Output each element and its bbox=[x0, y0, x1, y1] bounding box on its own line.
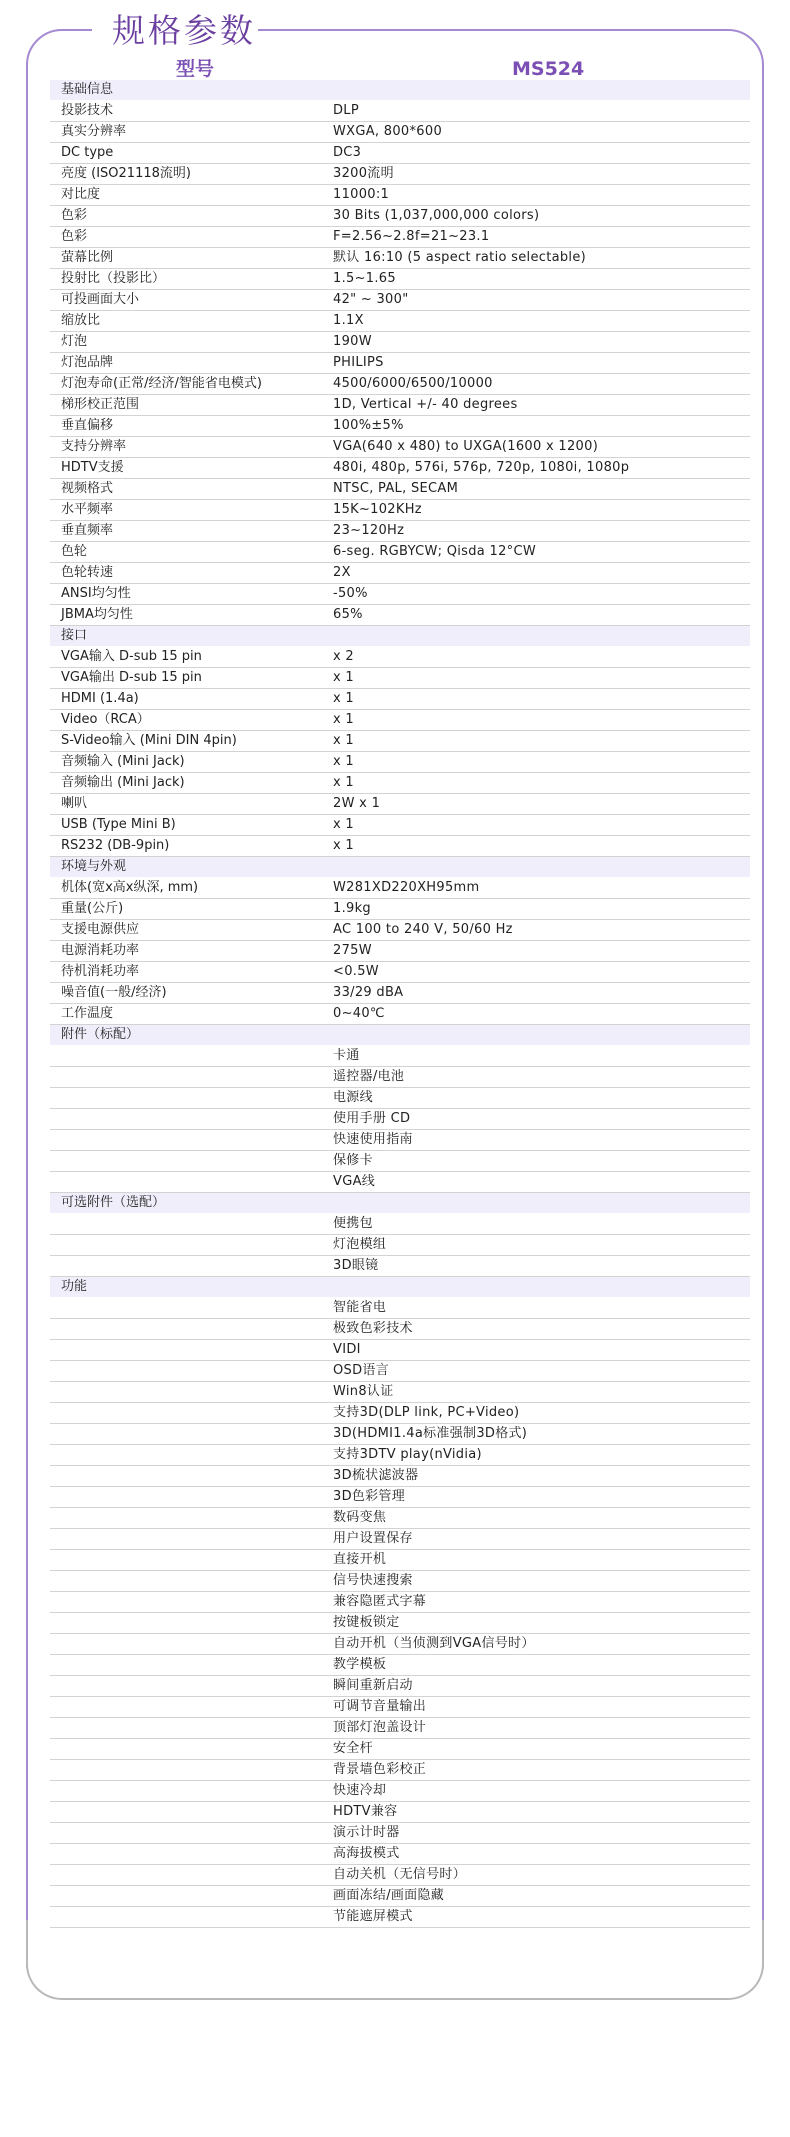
spec-row bbox=[50, 227, 750, 248]
spec-label: ANSI均匀性 bbox=[61, 586, 131, 601]
spec-label: RS232 (DB-9pin) bbox=[61, 838, 170, 853]
spec-value: 190W bbox=[333, 334, 372, 349]
spec-value: W281XD220XH95mm bbox=[333, 880, 480, 895]
spec-row bbox=[50, 122, 750, 143]
spec-row bbox=[50, 647, 750, 668]
spec-row bbox=[50, 521, 750, 542]
spec-value: 高海拔模式 bbox=[333, 1846, 400, 1861]
spec-value: 直接开机 bbox=[333, 1552, 387, 1567]
spec-label: 真实分辨率 bbox=[61, 124, 127, 139]
spec-row bbox=[50, 1403, 750, 1424]
spec-row bbox=[50, 1340, 750, 1361]
spec-value: 275W bbox=[333, 943, 372, 958]
spec-value: 按键板锁定 bbox=[333, 1615, 400, 1630]
spec-row bbox=[50, 332, 750, 353]
spec-value: 3D(HDMI1.4a标准强制3D格式) bbox=[333, 1426, 528, 1441]
spec-row bbox=[50, 1655, 750, 1676]
section-header bbox=[50, 626, 750, 647]
model-label: 型号 bbox=[176, 58, 215, 80]
spec-value: 便携包 bbox=[333, 1216, 373, 1231]
spec-row bbox=[50, 1235, 750, 1256]
spec-row bbox=[50, 1739, 750, 1760]
spec-row bbox=[50, 101, 750, 122]
spec-row bbox=[50, 1571, 750, 1592]
spec-row bbox=[50, 1634, 750, 1655]
spec-row bbox=[50, 710, 750, 731]
section-title: 功能 bbox=[61, 1279, 88, 1294]
spec-value: VIDI bbox=[333, 1342, 361, 1357]
spec-row bbox=[50, 458, 750, 479]
spec-row bbox=[50, 1823, 750, 1844]
spec-row bbox=[50, 1109, 750, 1130]
spec-row bbox=[50, 1676, 750, 1697]
spec-value: 2X bbox=[333, 565, 351, 580]
spec-row bbox=[50, 1466, 750, 1487]
spec-value: 支持3DTV play(nVidia) bbox=[333, 1447, 482, 1462]
spec-value: F=2.56~2.8f=21~23.1 bbox=[333, 229, 490, 244]
spec-label: 灯泡寿命(正常/经济/智能省电模式) bbox=[61, 376, 262, 391]
spec-value: 卡通 bbox=[333, 1048, 360, 1063]
spec-row bbox=[50, 878, 750, 899]
spec-row bbox=[50, 1781, 750, 1802]
spec-row bbox=[50, 248, 750, 269]
spec-value: 默认 16:10 (5 aspect ratio selectable) bbox=[333, 250, 587, 265]
spec-label: 投影技术 bbox=[61, 103, 114, 118]
spec-value: 极致色彩技术 bbox=[333, 1321, 413, 1336]
spec-label: USB (Type Mini B) bbox=[61, 817, 176, 832]
spec-value: 使用手册 CD bbox=[333, 1111, 411, 1126]
section-title: 基础信息 bbox=[61, 82, 114, 97]
spec-label: 色轮 bbox=[61, 544, 88, 559]
spec-value: 遥控器/电池 bbox=[333, 1069, 405, 1084]
section-title: 可选附件（选配） bbox=[61, 1195, 166, 1210]
spec-row bbox=[50, 1361, 750, 1382]
spec-value: PHILIPS bbox=[333, 355, 384, 370]
spec-label: 支持分辨率 bbox=[61, 439, 127, 454]
spec-row bbox=[50, 563, 750, 584]
spec-value: 灯泡模组 bbox=[333, 1237, 387, 1252]
spec-value: 6-seg. RGBYCW; Qisda 12°CW bbox=[333, 544, 536, 559]
spec-table bbox=[50, 80, 750, 1928]
spec-label: 色彩 bbox=[61, 208, 88, 223]
spec-value: 快速冷却 bbox=[333, 1783, 387, 1798]
spec-value: 100%±5% bbox=[333, 418, 404, 433]
section-header bbox=[50, 1025, 750, 1046]
spec-row bbox=[50, 689, 750, 710]
spec-value: 瞬间重新启动 bbox=[333, 1678, 413, 1693]
spec-label: 对比度 bbox=[61, 187, 101, 202]
spec-value: x 2 bbox=[333, 649, 354, 664]
spec-row bbox=[50, 1214, 750, 1235]
spec-value: 安全杆 bbox=[333, 1741, 373, 1756]
spec-row bbox=[50, 731, 750, 752]
spec-value: 自动开机（当侦测到VGA信号时） bbox=[333, 1636, 535, 1651]
spec-row bbox=[50, 962, 750, 983]
spec-label: JBMA均匀性 bbox=[61, 607, 133, 622]
spec-value: 1.5~1.65 bbox=[333, 271, 396, 286]
section-title: 环境与外观 bbox=[61, 859, 127, 874]
spec-row bbox=[50, 1613, 750, 1634]
spec-label: 待机消耗功率 bbox=[61, 964, 140, 979]
spec-value: 背景墙色彩校正 bbox=[333, 1762, 427, 1777]
spec-label: DC type bbox=[61, 145, 114, 160]
spec-row bbox=[50, 1172, 750, 1193]
spec-row bbox=[50, 1718, 750, 1739]
spec-row bbox=[50, 185, 750, 206]
spec-row bbox=[50, 290, 750, 311]
spec-label: VGA输入 D-sub 15 pin bbox=[61, 649, 202, 664]
spec-label: 亮度 (ISO21118流明) bbox=[61, 166, 191, 181]
spec-label: 工作温度 bbox=[61, 1006, 114, 1021]
spec-row bbox=[50, 1550, 750, 1571]
spec-row bbox=[50, 1760, 750, 1781]
spec-value: 教学模板 bbox=[333, 1657, 387, 1672]
spec-row bbox=[50, 164, 750, 185]
spec-row bbox=[50, 1592, 750, 1613]
spec-value: 节能遮屏模式 bbox=[333, 1909, 413, 1924]
spec-row bbox=[50, 500, 750, 521]
spec-value: NTSC, PAL, SECAM bbox=[333, 481, 459, 496]
spec-row bbox=[50, 1130, 750, 1151]
spec-row bbox=[50, 1529, 750, 1550]
spec-value: -50% bbox=[333, 586, 368, 601]
spec-value: 11000:1 bbox=[333, 187, 390, 202]
spec-row bbox=[50, 584, 750, 605]
spec-row bbox=[50, 1802, 750, 1823]
spec-label: 音频输出 (Mini Jack) bbox=[61, 775, 185, 790]
spec-row bbox=[50, 815, 750, 836]
spec-value: 1.9kg bbox=[333, 901, 371, 916]
spec-row bbox=[50, 1424, 750, 1445]
spec-row bbox=[50, 1319, 750, 1340]
spec-row bbox=[50, 794, 750, 815]
spec-label: 支援电源供应 bbox=[61, 922, 140, 937]
spec-label: 垂直频率 bbox=[61, 523, 114, 538]
spec-row bbox=[50, 143, 750, 164]
spec-label: 音频输入 (Mini Jack) bbox=[61, 754, 185, 769]
spec-value: WXGA, 800*600 bbox=[333, 124, 443, 139]
spec-label: 投射比（投影比） bbox=[61, 271, 166, 286]
section-header bbox=[50, 857, 750, 878]
spec-value: 自动关机（无信号时） bbox=[333, 1867, 467, 1882]
spec-value: x 1 bbox=[333, 712, 354, 727]
spec-label: 灯泡 bbox=[61, 334, 88, 349]
spec-value: 3200流明 bbox=[333, 166, 394, 181]
spec-value: VGA线 bbox=[333, 1174, 376, 1189]
spec-value: 0~40℃ bbox=[333, 1006, 385, 1021]
page-title: 规格参数 bbox=[112, 11, 256, 50]
spec-row bbox=[50, 1844, 750, 1865]
model-value: MS524 bbox=[512, 58, 585, 80]
spec-value: 演示计时器 bbox=[333, 1825, 400, 1840]
spec-value: 数码变焦 bbox=[333, 1510, 387, 1525]
spec-row bbox=[50, 1508, 750, 1529]
section-header bbox=[50, 1193, 750, 1214]
spec-row bbox=[50, 311, 750, 332]
spec-value: 信号快速搜索 bbox=[333, 1573, 413, 1588]
spec-value: 快速使用指南 bbox=[333, 1132, 413, 1147]
spec-row bbox=[50, 1151, 750, 1172]
spec-row bbox=[50, 479, 750, 500]
spec-value: DLP bbox=[333, 103, 359, 118]
spec-value: OSD语言 bbox=[333, 1363, 389, 1378]
spec-value: <0.5W bbox=[333, 964, 379, 979]
spec-value: DC3 bbox=[333, 145, 362, 160]
spec-value: 用户设置保存 bbox=[333, 1531, 413, 1546]
spec-value: AC 100 to 240 V, 50/60 Hz bbox=[333, 922, 513, 937]
spec-row bbox=[50, 542, 750, 563]
section-header bbox=[50, 1277, 750, 1298]
spec-frame-bottom bbox=[26, 1920, 764, 2000]
spec-value: x 1 bbox=[333, 754, 354, 769]
spec-row bbox=[50, 605, 750, 626]
spec-label: 色轮转速 bbox=[61, 565, 114, 580]
spec-row bbox=[50, 752, 750, 773]
spec-row bbox=[50, 353, 750, 374]
spec-value: VGA(640 x 480) to UXGA(1600 x 1200) bbox=[333, 439, 599, 454]
spec-value: 3D眼镜 bbox=[333, 1258, 379, 1273]
spec-value: x 1 bbox=[333, 775, 354, 790]
spec-label: 缩放比 bbox=[61, 313, 101, 328]
spec-row bbox=[50, 1256, 750, 1277]
spec-row bbox=[50, 668, 750, 689]
spec-row bbox=[50, 920, 750, 941]
spec-label: 视频格式 bbox=[61, 481, 114, 496]
spec-label: Video（RCA） bbox=[61, 712, 150, 727]
spec-value: 3D色彩管理 bbox=[333, 1489, 406, 1504]
spec-label: 重量(公斤) bbox=[61, 901, 124, 916]
spec-value: x 1 bbox=[333, 817, 354, 832]
spec-label: 电源消耗功率 bbox=[61, 943, 140, 958]
spec-value: 1.1X bbox=[333, 313, 364, 328]
spec-row bbox=[50, 1886, 750, 1907]
spec-row bbox=[50, 374, 750, 395]
section-header bbox=[50, 80, 750, 101]
spec-label: 可投画面大小 bbox=[61, 292, 140, 307]
spec-row bbox=[50, 1697, 750, 1718]
spec-row bbox=[50, 206, 750, 227]
spec-label: 垂直偏移 bbox=[61, 418, 114, 433]
spec-label: HDMI (1.4a) bbox=[61, 691, 139, 706]
spec-label: 梯形校正范围 bbox=[61, 397, 140, 412]
spec-label: 灯泡品牌 bbox=[61, 355, 114, 370]
spec-label: 水平频率 bbox=[61, 502, 114, 517]
spec-row bbox=[50, 395, 750, 416]
spec-row bbox=[50, 1046, 750, 1067]
spec-value: 480i, 480p, 576i, 576p, 720p, 1080i, 1080p bbox=[333, 460, 630, 475]
spec-row bbox=[50, 941, 750, 962]
spec-label: 萤幕比例 bbox=[61, 250, 114, 265]
spec-row bbox=[50, 1865, 750, 1886]
spec-value: x 1 bbox=[333, 691, 354, 706]
spec-value: 可调节音量输出 bbox=[333, 1699, 427, 1714]
spec-label: 色彩 bbox=[61, 229, 88, 244]
spec-value: 顶部灯泡盖设计 bbox=[333, 1720, 427, 1735]
spec-row bbox=[50, 1382, 750, 1403]
spec-row bbox=[50, 1004, 750, 1025]
spec-row bbox=[50, 1088, 750, 1109]
spec-row bbox=[50, 1907, 750, 1928]
spec-row bbox=[50, 1298, 750, 1319]
spec-row bbox=[50, 1445, 750, 1466]
spec-label: VGA输出 D-sub 15 pin bbox=[61, 670, 202, 685]
spec-value: 2W x 1 bbox=[333, 796, 381, 811]
spec-row bbox=[50, 1067, 750, 1088]
spec-value: x 1 bbox=[333, 670, 354, 685]
spec-value: 电源线 bbox=[333, 1090, 373, 1105]
spec-value: 保修卡 bbox=[333, 1153, 373, 1168]
spec-label: S-Video输入 (Mini DIN 4pin) bbox=[61, 733, 237, 748]
spec-row bbox=[50, 416, 750, 437]
spec-value: 1D, Vertical +/- 40 degrees bbox=[333, 397, 518, 412]
spec-row bbox=[50, 983, 750, 1004]
spec-row bbox=[50, 899, 750, 920]
spec-value: 支持3D(DLP link, PC+Video) bbox=[333, 1405, 520, 1420]
spec-label: 机体(宽x高x纵深, mm) bbox=[61, 880, 199, 895]
spec-label: HDTV支援 bbox=[61, 460, 124, 475]
spec-value: 42" ~ 300" bbox=[333, 292, 409, 307]
spec-value: 30 Bits (1,037,000,000 colors) bbox=[333, 208, 540, 223]
spec-value: 15K~102KHz bbox=[333, 502, 422, 517]
spec-row bbox=[50, 773, 750, 794]
section-title: 接口 bbox=[61, 628, 88, 643]
spec-row bbox=[50, 269, 750, 290]
spec-value: 兼容隐匿式字幕 bbox=[333, 1594, 427, 1609]
spec-row bbox=[50, 1487, 750, 1508]
spec-value: x 1 bbox=[333, 733, 354, 748]
spec-value: 4500/6000/6500/10000 bbox=[333, 376, 493, 391]
spec-value: 智能省电 bbox=[333, 1300, 387, 1315]
spec-row bbox=[50, 437, 750, 458]
spec-label: 喇叭 bbox=[61, 796, 88, 811]
spec-value: 33/29 dBA bbox=[333, 985, 404, 1000]
spec-value: 3D梳状滤波器 bbox=[333, 1468, 419, 1483]
spec-value: 65% bbox=[333, 607, 363, 622]
spec-row bbox=[50, 836, 750, 857]
spec-value: 23~120Hz bbox=[333, 523, 405, 538]
spec-label: 噪音值(一般/经济) bbox=[61, 985, 167, 1000]
spec-value: Win8认证 bbox=[333, 1384, 394, 1399]
spec-value: x 1 bbox=[333, 838, 354, 853]
section-title: 附件（标配） bbox=[61, 1027, 140, 1042]
spec-value: 画面冻结/画面隐藏 bbox=[333, 1888, 445, 1903]
spec-value: HDTV兼容 bbox=[333, 1804, 398, 1819]
